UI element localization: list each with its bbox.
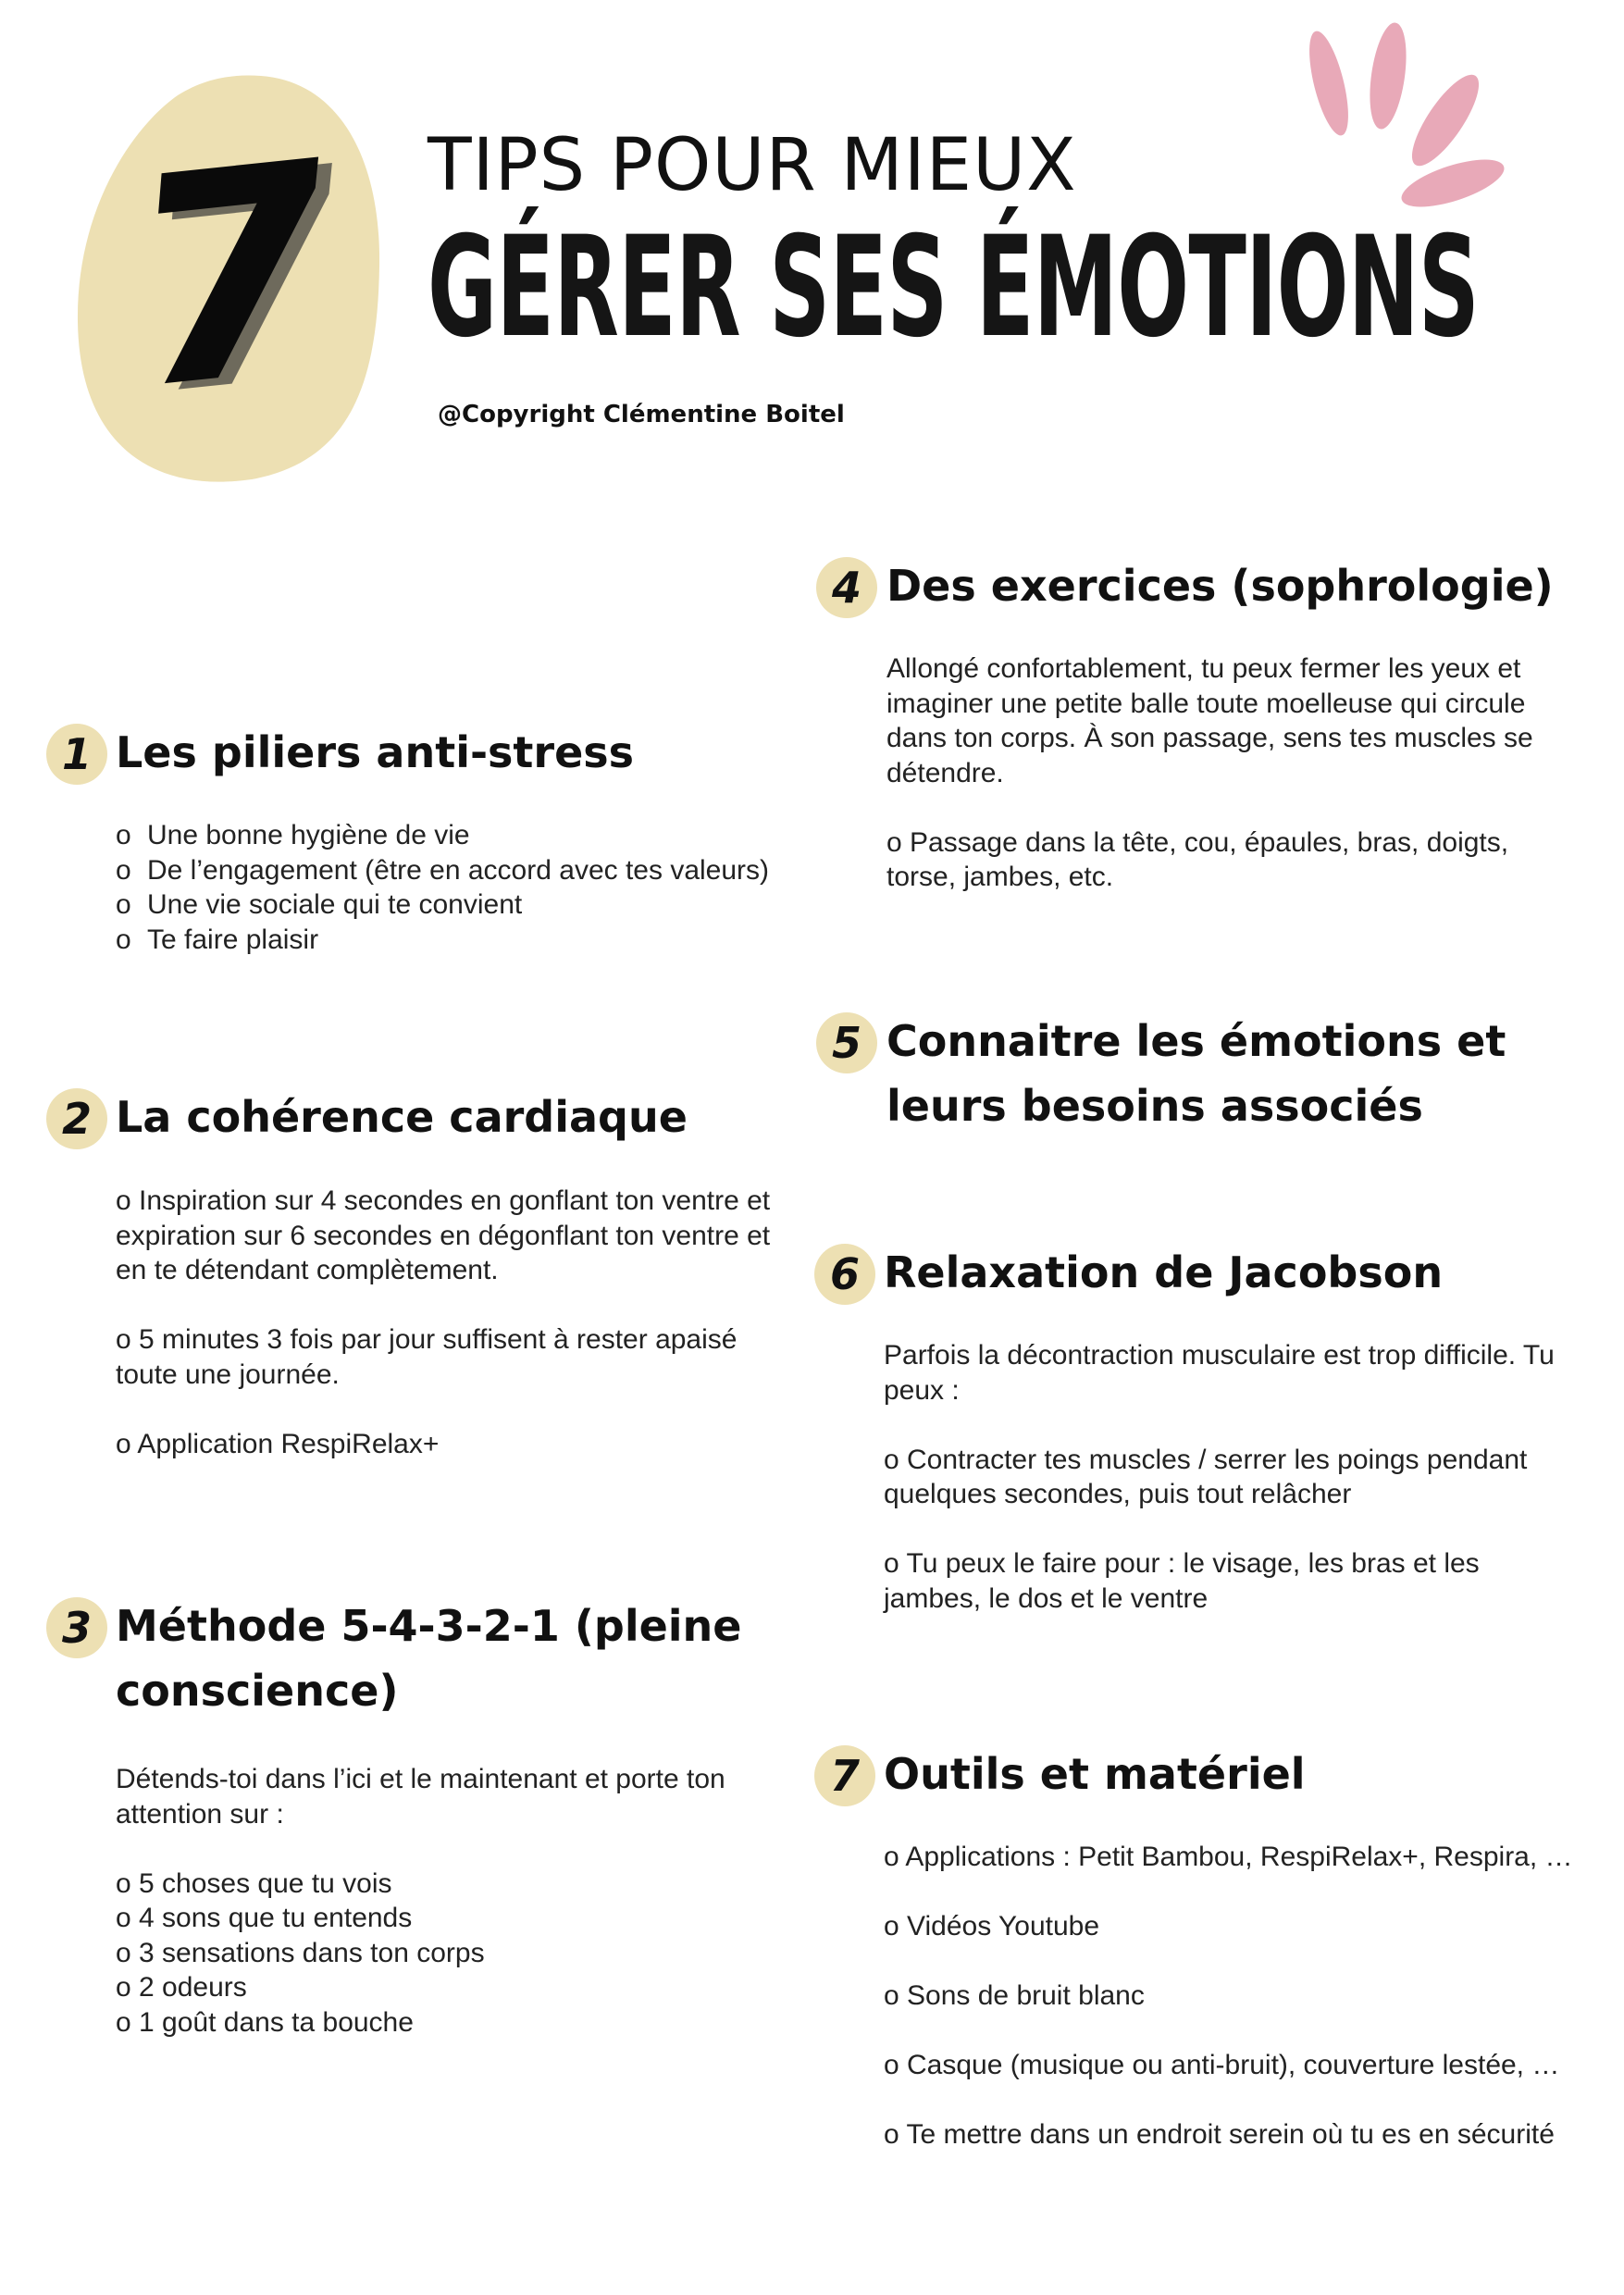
section-number-badge: 7 [814, 1745, 875, 1806]
paragraph: o Passage dans la tête, cou, épaules, bras, doigts, torse, jambes, etc. [886, 826, 1509, 892]
paragraph: o Tu peux le faire pour : le visage, les bras et les jambes, le dos et le ventre [884, 1548, 1480, 1614]
paragraph: o Applications : Petit Bambou, RespiRelax+, Respira, … [884, 1842, 1573, 1872]
paragraph: o Application RespiRelax+ [116, 1428, 440, 1459]
paragraph: o Inspiration sur 4 secondes en gonflant ton ventre et expiration sur 6 secondes en dégonflant ton ventre et en te détendant complètement. [116, 1185, 771, 1285]
section-body [886, 651, 1576, 895]
list-item: o 5 choses que tu vois [116, 1867, 392, 1899]
paragraph: Allongé confortablement, tu peux fermer les yeux et imaginer une petite balle toute moelleuse qui circule dans ton corps. À son passage, sens tes muscles se détendre. [886, 653, 1533, 788]
copyright-text: @Copyright Clémentine Boitel [438, 401, 845, 428]
paragraph: Détends-toi dans l’ici et le maintenant et porte ton attention sur : [116, 1764, 725, 1830]
section-title: Outils et matériel [884, 1749, 1306, 1799]
paragraph: o 5 minutes 3 fois par jour suffisent à rester apaisé toute une journée. [116, 1324, 738, 1390]
paragraph: o Vidéos Youtube [884, 1911, 1100, 1941]
list-item: o 1 goût dans ta bouche [116, 2006, 414, 2038]
paragraph: o Sons de bruit blanc [884, 1980, 1145, 2011]
section-title: Des exercices (sophrologie) [886, 561, 1554, 611]
paragraph: o Casque (musique ou anti-bruit), couverture lestée, … [884, 2050, 1560, 2080]
big-number-seven: 7 [114, 100, 349, 454]
section-title: Relaxation de Jacobson [884, 1247, 1444, 1297]
section-body [884, 1840, 1596, 2152]
section-body [116, 818, 810, 957]
section-number-badge: 1 [46, 724, 107, 785]
section-body [116, 1184, 782, 1461]
section-body [884, 1338, 1582, 1616]
section-number-badge: 3 [46, 1597, 107, 1658]
sense-list [116, 1867, 782, 2041]
list-item: o Une bonne hygiène de vie [116, 820, 470, 850]
section-number-badge: 6 [814, 1244, 875, 1305]
list-item: o Une vie sociale qui te convient [116, 889, 523, 920]
paragraph: Parfois la décontraction musculaire est trop difficile. Tu peux : [884, 1340, 1555, 1406]
paragraph: o Contracter tes muscles / serrer les poings pendant quelques secondes, puis tout relâcher [884, 1444, 1528, 1509]
bullet-list [116, 818, 810, 957]
title-line-2: GÉRER SES ÉMOTIONS [428, 207, 1480, 368]
section-title: La cohérence cardiaque [116, 1092, 688, 1142]
section-number-badge: 4 [816, 557, 877, 618]
section-body [116, 1762, 782, 2040]
title-line-1: TIPS POUR MIEUX [428, 124, 1077, 207]
section-title: Connaitre les émotions et leurs besoins associés [886, 1016, 1506, 1131]
paragraph: o Te mettre dans un endroit serein où tu es en sécurité [884, 2119, 1555, 2150]
list-item: o De l’engagement (être en accord avec tes valeurs) [116, 854, 770, 886]
section-number-badge: 2 [46, 1088, 107, 1149]
section-title: Méthode 5-4-3-2-1 (pleine conscience) [116, 1601, 742, 1716]
list-item: o 4 sons que tu entends [116, 1903, 413, 1933]
section-number-badge: 5 [816, 1012, 877, 1073]
petals-decoration [1286, 19, 1508, 213]
list-item: o 2 odeurs [116, 1972, 247, 2003]
section-title: Les piliers anti-stress [116, 727, 635, 777]
list-item: o 3 sensations dans ton corps [116, 1937, 485, 1968]
list-item: o Te faire plaisir [116, 924, 319, 955]
